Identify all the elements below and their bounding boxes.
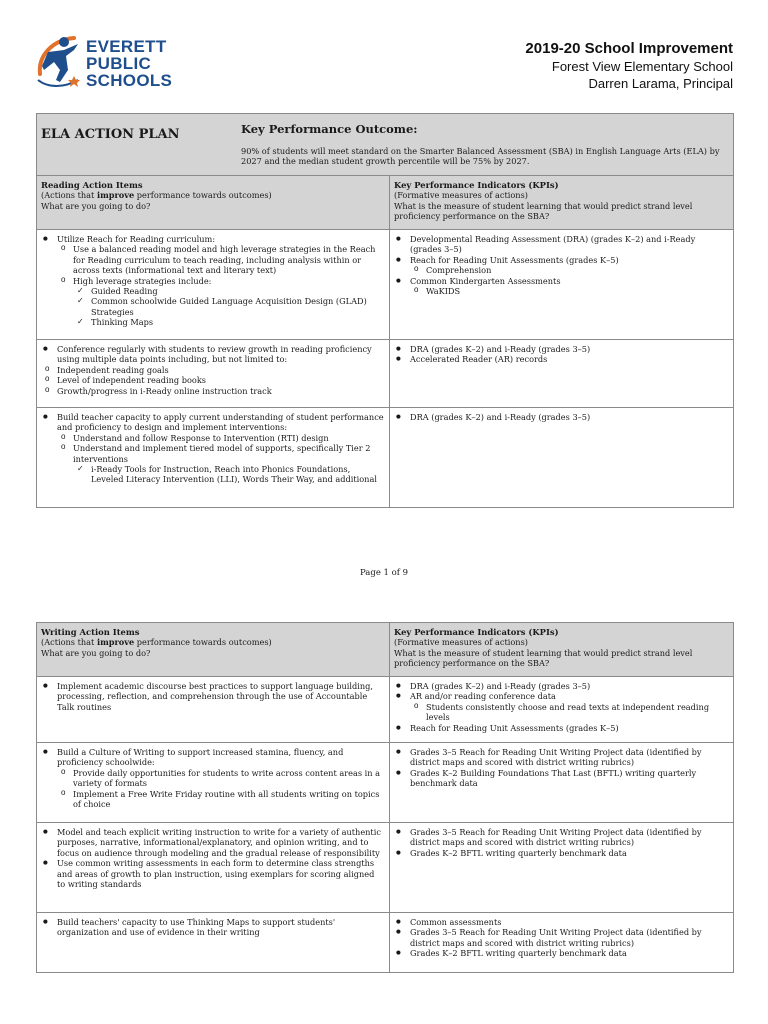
list-item-text: Grades 3–5 Reach for Reading Unit Writing Project data (identified by district maps and scored with district writing rubrics) [410, 827, 702, 848]
page-number: Page 1 of 9 [359, 568, 409, 578]
ela-plan-title: ELA ACTION PLAN [41, 127, 180, 142]
bullet-list [41, 827, 385, 889]
list-item-text: Students consistently choose and read texts at independent reading levels [426, 701, 710, 723]
list-item [394, 354, 729, 364]
action-cell [37, 823, 390, 913]
writing-right-header [390, 623, 734, 677]
table-row [37, 677, 734, 743]
list-item-text: Level of independent reading books [57, 375, 207, 386]
list-item [41, 344, 385, 396]
list-item-text: Reach for Reading Unit Assessments (grades K–5) [410, 254, 619, 265]
bullet-list [394, 344, 729, 365]
list-item [77, 464, 385, 485]
list-item [414, 702, 729, 723]
list-item [61, 276, 385, 328]
list-item-text: Understand and follow Response to Intervention (RTI) design [73, 432, 329, 443]
kpi-header-title: Key Performance Indicators (KPIs) [394, 180, 559, 190]
bullet-list [41, 344, 385, 396]
kpi-header-question: What is the measure of student learning that would predict strand level proficiency performance on the SBA? [394, 200, 693, 222]
ela-plan-cell [37, 114, 734, 176]
list-item-text: Growth/progress in i-Ready online instruction track [57, 385, 272, 396]
writing-header-subtitle [41, 637, 385, 647]
list-item-text: Build a Culture of Writing to support increased stamina, fluency, and proficiency schoolwide: [57, 747, 344, 768]
list-item [414, 286, 729, 296]
kpo-text: 90% of students will meet standard on the Smarter Balanced Assessment (SBA) in English Language Arts (ELA) by 2027 and the median student growth percentile will be 75% by 2027. [241, 146, 720, 166]
table-row [37, 743, 734, 823]
header-text: performance towards outcomes) [134, 190, 272, 201]
reading-header-row [37, 176, 734, 230]
list-item [41, 234, 385, 328]
list-item [394, 747, 729, 768]
header-text: (Actions that [41, 637, 97, 648]
list-item [41, 412, 385, 485]
kpi-cell [390, 677, 734, 743]
list-item [61, 443, 385, 485]
bullet-list [77, 286, 385, 328]
list-item-text: DRA (grades K–2) and i-Ready (grades 3–5) [410, 412, 591, 422]
list-item [41, 917, 385, 938]
list-item-text: Conference regularly with students to review growth in reading proficiency using multiple data points including, but not limited to: [57, 344, 372, 365]
ela-plan-row [37, 114, 734, 176]
table-row [37, 913, 734, 973]
bullet-list [394, 917, 729, 959]
list-item [394, 827, 729, 848]
bullet-list [41, 747, 385, 809]
list-item [394, 276, 729, 297]
action-cell [37, 913, 390, 973]
bullet-list [41, 412, 385, 485]
list-item-text: Thinking Maps [91, 317, 154, 328]
list-item [394, 917, 729, 927]
bullet-list [41, 234, 385, 328]
list-item-text: Grades 3–5 Reach for Reading Unit Writing Project data (identified by district maps and scored with district writing rubrics) [410, 747, 702, 768]
list-item-text: Guided Reading [91, 286, 158, 297]
list-item [77, 317, 385, 327]
list-item-text: Model and teach explicit writing instruction to write for a variety of authentic purposes, narrative, informational/explanatory, and opinion writing, and to focus on audience through modeling and the gradual release of responsibility [57, 827, 381, 858]
page-header [0, 0, 768, 110]
list-item-text: Grades K–2 BFTL writing quarterly benchmark data [410, 847, 627, 858]
writing-action-table [36, 622, 734, 973]
bullet-list [414, 265, 729, 275]
list-item-text: Use common writing assessments in each form to determine class strengths and areas of growth to plan instruction, using exemplars for scoring aligned to writing standards [57, 858, 375, 890]
list-item [61, 768, 385, 789]
bullet-list [394, 412, 729, 422]
list-item-text: Understand and implement tiered model of supports, specifically Tier 2 interventions [73, 443, 371, 464]
kpi-header-subtitle: (Formative measures of actions) [394, 190, 528, 201]
list-item [394, 948, 729, 958]
list-item [61, 244, 385, 275]
list-item-text: DRA (grades K–2) and i-Ready (grades 3–5) [410, 681, 591, 691]
list-item [41, 681, 385, 712]
kpi-cell [390, 230, 734, 340]
list-item [394, 848, 729, 858]
action-cell [37, 743, 390, 823]
list-item [41, 747, 385, 809]
reading-action-table [36, 113, 734, 508]
list-item [394, 691, 729, 722]
bullet-list [394, 827, 729, 858]
list-item-text: Grades K–2 Building Foundations That Last (BFTL) writing quarterly benchmark data [410, 767, 697, 789]
logo-wordmark [86, 38, 196, 89]
bullet-list [61, 768, 385, 810]
list-item-text: Implement a Free Write Friday routine with all students writing on topics of choice [73, 788, 380, 810]
list-item [61, 789, 385, 810]
list-item [394, 412, 729, 422]
list-item-text: DRA (grades K–2) and i-Ready (grades 3–5) [410, 344, 591, 354]
list-item-text: Grades 3–5 Reach for Reading Unit Writing Project data (identified by district maps and scored with district writing rubrics) [410, 927, 702, 948]
principal-name: Darren Larama, Principal [588, 76, 733, 91]
writing-header-title: Writing Action Items [41, 627, 140, 637]
list-item [394, 344, 729, 354]
list-item [77, 286, 385, 296]
list-item-text: Implement academic discourse best practices to support language building, processing, reflection, and comprehension through the use of Accountable Talk routines [57, 681, 373, 712]
logo-line-2: PUBLIC [86, 54, 152, 73]
list-item [394, 234, 729, 255]
list-item [394, 927, 729, 948]
header-emphasis: improve [96, 637, 135, 648]
reading-header-question: What are you going to do? [41, 200, 151, 211]
list-item-text: i-Ready Tools for Instruction, Reach into Phonics Foundations, Leveled Literacy Intervention (LLI), Words Their Way, and additional [91, 464, 377, 485]
action-cell [37, 677, 390, 743]
list-item-text: Common schoolwide Guided Language Acquisition Design (GLAD) Strategies [91, 296, 367, 317]
bullet-list [41, 681, 385, 712]
kpi-cell [390, 743, 734, 823]
kpi-cell [390, 913, 734, 973]
list-item-text: Provide daily opportunities for students to write across content areas in a variety of formats [73, 767, 381, 789]
list-item-text: Utilize Reach for Reading curriculum: [57, 234, 216, 244]
reading-header-title: Reading Action Items [41, 180, 143, 190]
list-item-text: Build teachers' capacity to use Thinking Maps to support students' organization and use of evidence in their writing [57, 917, 336, 938]
bullet-list [41, 917, 385, 938]
writing-header-row [37, 623, 734, 677]
list-item-text: Use a balanced reading model and high leverage strategies in the Reach for Reading curriculum to teach reading, including analysis within or across texts (informational text and literary text) [73, 244, 376, 276]
table-row [37, 408, 734, 508]
bullet-list [414, 286, 729, 296]
table-row [37, 230, 734, 340]
writing-header-question: What are you going to do? [41, 647, 151, 658]
list-item [61, 433, 385, 443]
header-text: (Actions that [41, 190, 97, 201]
list-item-text: High leverage strategies include: [73, 275, 212, 286]
list-item-text: Reach for Reading Unit Assessments (grades K–5) [410, 722, 619, 733]
list-item [394, 768, 729, 789]
list-item [394, 723, 729, 733]
list-item-text: Developmental Reading Assessment (DRA) (grades K–2) and i-Ready (grades 3–5) [410, 234, 696, 255]
list-item-text: AR and/or reading conference data [410, 691, 556, 702]
list-item-text: Comprehension [426, 265, 492, 276]
logo-figure-icon [34, 30, 90, 94]
reading-header-subtitle [41, 190, 385, 200]
list-item-text: Accelerated Reader (AR) records [410, 354, 548, 365]
list-item-text: Independent reading goals [57, 364, 169, 375]
list-item [45, 386, 385, 396]
school-name: Forest View Elementary School [551, 59, 733, 74]
bullet-list [414, 702, 729, 723]
district-logo [34, 30, 184, 94]
table-row [37, 823, 734, 913]
action-cell [37, 340, 390, 408]
logo-line-3: SCHOOLS [86, 71, 173, 90]
kpi-cell [390, 823, 734, 913]
header-text: performance towards outcomes) [134, 637, 272, 648]
kpi-header-question: What is the measure of student learning that would predict strand level proficiency performance on the SBA? [394, 647, 693, 669]
list-item [45, 365, 385, 375]
bullet-list [394, 234, 729, 296]
kpi-header-title: Key Performance Indicators (KPIs) [394, 627, 559, 637]
list-item-text: Build teacher capacity to apply current understanding of student performance and proficiency to design and implement interventions: [57, 412, 384, 433]
list-item [41, 827, 385, 858]
list-item-text: Common Kindergarten Assessments [410, 275, 561, 286]
bullet-list [61, 433, 385, 485]
header-emphasis: improve [96, 190, 135, 201]
bullet-list [45, 365, 385, 396]
action-cell [37, 408, 390, 508]
list-item [414, 265, 729, 275]
action-cell [37, 230, 390, 340]
list-item-text: Grades K–2 BFTL writing quarterly benchmark data [410, 948, 627, 959]
bullet-list [394, 681, 729, 733]
list-item [77, 296, 385, 317]
kpi-header-subtitle: (Formative measures of actions) [394, 637, 528, 648]
kpi-cell [390, 408, 734, 508]
list-item [394, 255, 729, 276]
list-item [45, 375, 385, 385]
kpo-title: Key Performance Outcome: [241, 122, 418, 136]
logo-line-1: EVERETT [86, 37, 167, 56]
kpi-cell [390, 340, 734, 408]
reading-right-header [390, 176, 734, 230]
list-item [41, 858, 385, 889]
document-title: 2019-20 School Improvement [525, 40, 733, 57]
list-item-text: Common assessments [410, 917, 502, 927]
list-item [394, 681, 729, 691]
reading-left-header [37, 176, 390, 230]
list-item-text: WaKIDS [426, 286, 461, 297]
writing-left-header [37, 623, 390, 677]
bullet-list [77, 464, 385, 485]
bullet-list [394, 747, 729, 789]
table-row [37, 340, 734, 408]
school-info [525, 40, 733, 92]
bullet-list [61, 244, 385, 327]
